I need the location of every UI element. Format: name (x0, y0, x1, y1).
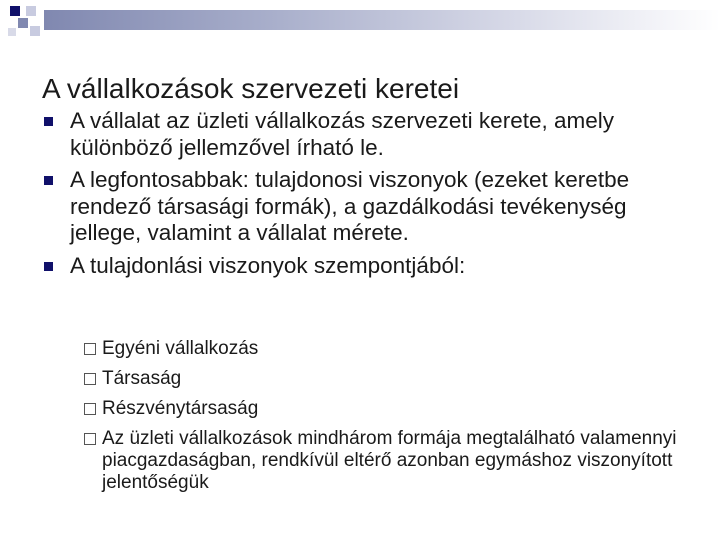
decorative-header (0, 0, 720, 48)
hollow-square-bullet-icon (84, 343, 96, 355)
square-bullet-icon (44, 117, 53, 126)
sub-bullet-list (84, 338, 704, 502)
deco-gradient-bar (44, 10, 720, 30)
deco-square (18, 18, 28, 28)
sub-bullet-text: Egyéni vállalkozás (102, 338, 259, 359)
sub-bullet-text: Részvénytársaság (102, 398, 259, 419)
sub-bullet-item (84, 368, 704, 390)
bullet-item (44, 108, 704, 161)
hollow-square-bullet-icon (84, 433, 96, 445)
bullet-item (44, 167, 704, 247)
bullet-text: A tulajdonlási viszonyok szempontjából: (70, 252, 466, 278)
deco-square (10, 6, 20, 16)
sub-bullet-text: Társaság (102, 368, 182, 389)
bullet-item (44, 253, 704, 280)
hollow-square-bullet-icon (84, 403, 96, 415)
sub-bullet-text: Az üzleti vállalkozások mindhárom formája megtalálható valamennyi piacgazdaságban, rendkívül eltérő azonban egymáshoz viszonyított jelentőségük (102, 428, 677, 493)
sub-bullet-item (84, 428, 704, 494)
deco-square (8, 28, 16, 36)
bullet-list (44, 108, 704, 285)
sub-bullet-item (84, 398, 704, 420)
square-bullet-icon (44, 262, 53, 271)
sub-bullet-item (84, 338, 704, 360)
deco-square (30, 26, 40, 36)
square-bullet-icon (44, 176, 53, 185)
deco-square (26, 6, 36, 16)
hollow-square-bullet-icon (84, 373, 96, 385)
bullet-text: A vállalat az üzleti vállalkozás szervezeti kerete, amely különböző jellemzővel írható le. (70, 108, 614, 160)
bullet-text: A legfontosabbak: tulajdonosi viszonyok (ezeket keretbe rendező társasági formák), a gazdálkodási tevékenység jellege, valamint a vállalat mérete. (70, 167, 630, 245)
slide-title: A vállalkozások szervezeti keretei (42, 73, 460, 104)
